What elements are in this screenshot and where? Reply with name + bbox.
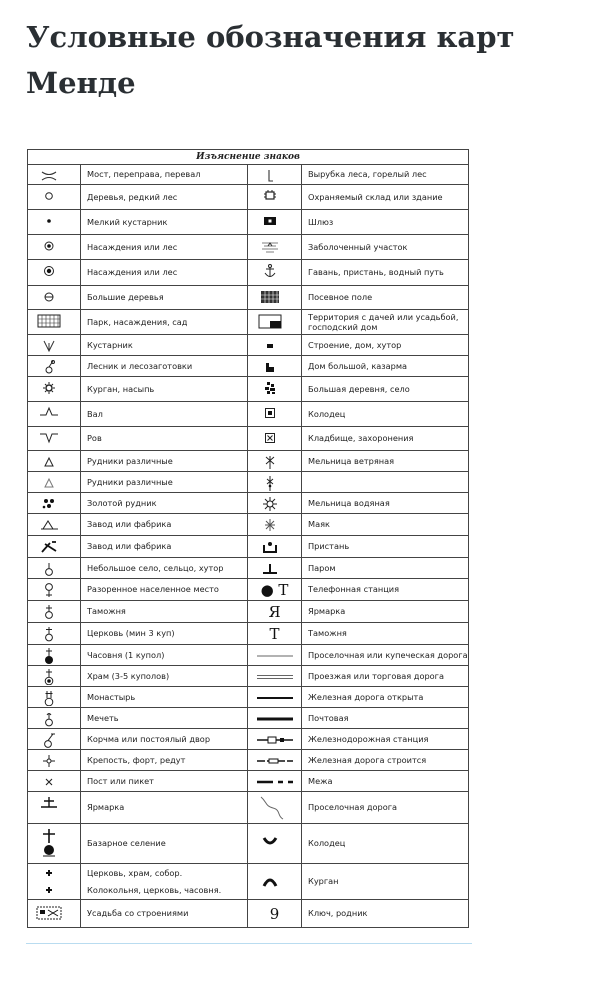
legend-description — [81, 864, 248, 900]
legend-row — [28, 493, 469, 514]
railway-open-icon — [248, 687, 302, 708]
chapel-icon-graphic — [32, 647, 76, 664]
legend-row — [28, 579, 469, 601]
legend-description — [81, 729, 248, 750]
legend-description — [302, 900, 469, 928]
legend-description — [302, 427, 469, 451]
legend-description — [302, 286, 469, 310]
legend-description — [81, 601, 248, 623]
legend-label: Церковь (мин 3 куп) — [87, 628, 175, 638]
legend-description — [81, 558, 248, 579]
fortress-icon-graphic — [32, 752, 76, 769]
fortress-icon — [28, 750, 81, 771]
legend-label: Территория с дачей или усадьбой, господский дом — [308, 312, 459, 332]
legend-label: Разоренное населенное место — [87, 584, 219, 594]
customs-letter-icon — [248, 623, 302, 645]
symbol-glyph: 9 — [269, 904, 280, 923]
legend-description — [81, 451, 248, 472]
plantation-icon — [28, 235, 81, 260]
legend-label: Гавань, пристань, водный путь — [308, 267, 444, 277]
bottom-divider — [26, 943, 472, 944]
fair-cross-icon-graphic — [32, 794, 76, 822]
legend-row — [28, 666, 469, 687]
kurgan-arc-icon — [248, 864, 302, 900]
legend-row — [28, 900, 469, 928]
legend-label: Таможня — [87, 606, 126, 616]
legend-description — [302, 185, 469, 210]
legend-row — [28, 402, 469, 427]
legend-label: Корчма или постоялый двор — [87, 733, 211, 744]
sluice-icon-graphic — [253, 212, 297, 233]
legend-description — [81, 824, 248, 864]
legend-label: Железнодорожная станция — [308, 733, 429, 744]
market-village-icon-graphic — [32, 826, 76, 862]
legend-description — [81, 771, 248, 792]
guarded-warehouse-icon — [248, 185, 302, 210]
sparse-forest-icon — [28, 185, 81, 210]
big-village-icon-graphic — [253, 379, 297, 400]
mine-triangle-light-icon-graphic — [32, 474, 76, 491]
mosque-icon-graphic — [32, 710, 76, 727]
legend-description — [81, 666, 248, 687]
railway-station-icon-graphic — [253, 731, 297, 748]
telephone-station-icon — [248, 579, 302, 601]
chapel-icon — [28, 645, 81, 666]
post-road-icon-graphic — [253, 710, 297, 727]
factory-cross-icon — [28, 536, 81, 558]
mound-icon — [28, 377, 81, 402]
ditch-icon — [28, 427, 81, 451]
swamp-icon — [248, 235, 302, 260]
legend-description — [302, 536, 469, 558]
legend-description — [302, 792, 469, 824]
dirt-road-icon — [248, 792, 302, 824]
legend-label: Большая деревня, село — [308, 383, 410, 394]
legend-row — [28, 451, 469, 472]
windmill-tall-icon-graphic — [253, 474, 297, 491]
small-shrub-icon — [28, 210, 81, 235]
forester-icon — [28, 356, 81, 377]
bridge-icon-graphic — [32, 167, 76, 183]
cemetery-icon — [248, 427, 302, 451]
park-grid-icon — [28, 310, 81, 335]
legend-row — [28, 210, 469, 235]
legend-label: Пристань — [308, 541, 350, 551]
dacha-territory-icon — [248, 310, 302, 335]
legend-description — [81, 427, 248, 451]
small-village-icon-graphic — [32, 560, 76, 577]
lighthouse-icon-graphic — [253, 516, 297, 534]
legend-label: Межа — [308, 775, 333, 786]
legend-description — [81, 377, 248, 402]
ferry-icon-graphic — [253, 560, 297, 577]
post-road-icon — [248, 708, 302, 729]
large-trees-icon — [28, 286, 81, 310]
well-cup-icon — [248, 824, 302, 864]
legend-row — [28, 427, 469, 451]
windmill-icon — [248, 451, 302, 472]
legend-label: Паром — [308, 562, 336, 573]
legend-label: Охраняемый склад или здание — [308, 191, 443, 202]
temple-icon-graphic — [32, 668, 76, 685]
legend-header-row — [28, 150, 469, 165]
lighthouse-icon — [248, 514, 302, 536]
gold-mine-icon — [28, 493, 81, 514]
legend-description — [302, 708, 469, 729]
bushes-icon-graphic — [32, 337, 76, 354]
monastery-icon — [28, 687, 81, 708]
legend-label: Шлюз — [308, 216, 334, 227]
factory-triangle-icon — [28, 514, 81, 536]
legend-label: Дом большой, казарма — [308, 360, 408, 371]
legend-row — [28, 514, 469, 536]
legend-description — [302, 824, 469, 864]
post-picket-icon — [28, 771, 81, 792]
boundary-icon — [248, 771, 302, 792]
legend-description — [81, 900, 248, 928]
legend-row — [28, 687, 469, 708]
legend-label: Строение, дом, хутор — [308, 339, 402, 350]
well-square-icon-graphic — [253, 404, 297, 425]
legend-row — [28, 165, 469, 185]
church-cross-icon-graphic — [32, 866, 76, 898]
legend-label: Золотой рудник — [87, 497, 157, 508]
legend-row — [28, 792, 469, 824]
factory-cross-icon-graphic — [32, 538, 76, 556]
legend-label: Железная дорога открыта — [308, 691, 424, 702]
legend-label: Лесник и лесозаготовки — [87, 360, 193, 371]
park-grid-icon-graphic — [32, 312, 76, 333]
legend-label: Вал — [87, 408, 103, 419]
sown-field-icon — [248, 286, 302, 310]
big-village-icon — [248, 377, 302, 402]
legend-table — [27, 149, 469, 928]
ferry-icon — [248, 558, 302, 579]
swamp-icon-graphic — [253, 237, 297, 258]
legend-description — [81, 335, 248, 356]
legend-description — [81, 579, 248, 601]
legend-label: Посевное поле — [308, 292, 373, 302]
railway-station-icon — [248, 729, 302, 750]
big-house-icon — [248, 356, 302, 377]
legend-label: Деревья, редкий лес — [87, 191, 178, 202]
factory-triangle-icon-graphic — [32, 516, 76, 534]
legend-label: Колодец — [308, 408, 346, 419]
legend-description — [81, 687, 248, 708]
legend-description — [302, 729, 469, 750]
legend-header: Изъяснение знаков — [28, 150, 469, 165]
temple-icon — [28, 666, 81, 687]
legend-label: Мельница ветряная — [308, 455, 395, 466]
legend-label: Монастырь — [87, 691, 136, 702]
harbor-anchor-icon-graphic — [253, 262, 297, 284]
kurgan-arc-icon-graphic — [253, 866, 297, 898]
legend-description — [81, 472, 248, 493]
windmill-icon-graphic — [253, 453, 297, 470]
watermill-icon-graphic — [253, 495, 297, 512]
railway-open-icon-graphic — [253, 689, 297, 706]
customs-icon-graphic — [32, 603, 76, 621]
boundary-icon-graphic — [253, 773, 297, 790]
mound-icon-graphic — [32, 379, 76, 400]
legend-label: Заболоченный участок — [308, 241, 408, 252]
estate-icon-graphic — [32, 902, 76, 926]
legend-label: Проезжая или торговая дорога — [308, 670, 445, 681]
bridge-icon — [28, 165, 81, 185]
legend-description — [302, 235, 469, 260]
legend-label: Ярмарка — [308, 606, 346, 616]
plantation-forest-icon-graphic — [32, 262, 76, 284]
legend-label: Церковь, храм, собор. — [87, 868, 183, 878]
legend-label: Кустарник — [87, 339, 133, 350]
ruined-place-icon — [28, 579, 81, 601]
windmill-tall-icon — [248, 472, 302, 493]
small-village-icon — [28, 558, 81, 579]
legend-label: Храм (3-5 куполов) — [87, 670, 170, 681]
legend-row — [28, 536, 469, 558]
legend-label: Курган — [308, 876, 339, 886]
legend-description — [81, 536, 248, 558]
legend-description — [81, 645, 248, 666]
legend-label: Таможня — [308, 628, 347, 638]
post-picket-icon-graphic — [32, 773, 76, 790]
legend-row — [28, 771, 469, 792]
gold-mine-icon-graphic — [32, 495, 76, 512]
legend-description — [302, 335, 469, 356]
sluice-icon — [248, 210, 302, 235]
legend-description — [81, 708, 248, 729]
dacha-territory-icon-graphic — [253, 312, 297, 333]
trade-road-icon-graphic — [253, 668, 297, 685]
legend-label: Ярмарка — [87, 802, 125, 812]
sown-field-icon-graphic — [253, 288, 297, 308]
legend-description — [81, 750, 248, 771]
legend-row — [28, 286, 469, 310]
legend-label: Проселочная или купеческая дорога — [308, 649, 468, 660]
ditch-icon-graphic — [32, 429, 76, 449]
legend-row — [28, 750, 469, 771]
legend-description — [302, 377, 469, 402]
church-cross-icon — [28, 864, 81, 900]
well-square-icon — [248, 402, 302, 427]
legend-description — [302, 771, 469, 792]
legend-description — [81, 185, 248, 210]
legend-description — [302, 601, 469, 623]
ruined-place-icon-graphic — [32, 581, 76, 599]
legend-description — [302, 451, 469, 472]
legend-description — [81, 165, 248, 185]
legend-label: Проселочная дорога — [308, 802, 398, 812]
legend-description — [302, 750, 469, 771]
legend-row — [28, 729, 469, 750]
legend-label: Часовня (1 купол) — [87, 649, 165, 660]
tavern-icon — [28, 729, 81, 750]
legend-row — [28, 185, 469, 210]
legend-label: Ров — [87, 433, 102, 443]
legend-label: Насаждения или лес — [87, 267, 178, 277]
legend-description — [302, 645, 469, 666]
legend-description — [81, 623, 248, 645]
legend-description — [302, 687, 469, 708]
railway-building-icon-graphic — [253, 752, 297, 769]
pier-icon — [248, 536, 302, 558]
mine-triangle-light-icon — [28, 472, 81, 493]
pier-icon-graphic — [253, 538, 297, 556]
legend-row — [28, 356, 469, 377]
legend-description — [302, 356, 469, 377]
legend-label: Мост, переправа, перевал — [87, 169, 201, 179]
legend-label: Колодец — [308, 838, 346, 848]
customs-icon — [28, 601, 81, 623]
legend-label: Усадьба со строениями — [87, 908, 189, 918]
legend-label-second: Колокольня, церковь, часовня. — [87, 885, 222, 895]
legend-description — [302, 666, 469, 687]
legend-description — [81, 210, 248, 235]
tavern-icon-graphic — [32, 731, 76, 748]
mosque-icon — [28, 708, 81, 729]
country-road-icon-graphic — [253, 647, 297, 664]
estate-icon — [28, 900, 81, 928]
legend-row — [28, 260, 469, 286]
legend-description — [302, 864, 469, 900]
legend-row — [28, 645, 469, 666]
legend-row — [28, 824, 469, 864]
spring-icon — [248, 900, 302, 928]
plantation-icon-graphic — [32, 237, 76, 258]
legend-label: Вырубка леса, горелый лес — [308, 169, 427, 179]
legend-description — [81, 493, 248, 514]
well-cup-icon-graphic — [253, 826, 297, 862]
legend-label: Рудники различные — [87, 455, 173, 466]
legend-label: Рудники различные — [87, 476, 173, 487]
legend-description — [302, 623, 469, 645]
rampart-icon — [28, 402, 81, 427]
clearing-icon — [248, 165, 302, 185]
legend-row — [28, 623, 469, 645]
legend-label: Мельница водяная — [308, 497, 390, 508]
legend-label: Железная дорога строится — [308, 754, 427, 765]
legend-description — [302, 165, 469, 185]
legend-row — [28, 377, 469, 402]
legend-description — [302, 260, 469, 286]
legend-description — [81, 792, 248, 824]
legend-label: Кладбище, захоронения — [308, 433, 414, 443]
legend-label: Небольшое село, сельцо, хутор — [87, 562, 224, 573]
big-house-icon-graphic — [253, 358, 297, 375]
legend-label: Насаждения или лес — [87, 241, 178, 252]
clearing-icon-graphic — [253, 167, 297, 183]
forester-icon-graphic — [32, 358, 76, 375]
legend-label: Завод или фабрика — [87, 541, 172, 551]
legend-row — [28, 601, 469, 623]
guarded-warehouse-icon-graphic — [253, 187, 297, 208]
symbol-glyph: ● T — [260, 580, 289, 599]
legend-description — [302, 402, 469, 427]
legend-description — [81, 286, 248, 310]
legend-description — [302, 558, 469, 579]
symbol-glyph: Я — [268, 602, 281, 621]
legend-row — [28, 864, 469, 900]
legend-label: Почтовая — [308, 712, 349, 723]
trade-road-icon — [248, 666, 302, 687]
legend-description — [81, 514, 248, 536]
sparse-forest-icon-graphic — [32, 187, 76, 208]
legend-description — [81, 356, 248, 377]
legend-label: Ключ, родник — [308, 908, 368, 918]
mine-triangle-icon — [28, 451, 81, 472]
legend-label: Маяк — [308, 519, 330, 529]
country-road-icon — [248, 645, 302, 666]
page-title: Условные обозначения карт Менде — [26, 20, 515, 100]
monastery-icon-graphic — [32, 689, 76, 706]
harbor-anchor-icon — [248, 260, 302, 286]
fair-letter-icon — [248, 601, 302, 623]
legend-description — [81, 260, 248, 286]
fair-cross-icon — [28, 792, 81, 824]
railway-building-icon — [248, 750, 302, 771]
plantation-forest-icon — [28, 260, 81, 286]
rampart-icon-graphic — [32, 404, 76, 425]
legend-row — [28, 235, 469, 260]
bushes-icon — [28, 335, 81, 356]
legend-label: Крепость, форт, редут — [87, 754, 186, 765]
symbol-glyph: T — [269, 624, 280, 643]
legend-description — [302, 514, 469, 536]
legend-row — [28, 708, 469, 729]
legend-description — [302, 493, 469, 514]
legend-label: Мечеть — [87, 712, 119, 723]
legend-body — [28, 165, 469, 928]
dirt-road-icon-graphic — [253, 794, 297, 822]
large-trees-icon-graphic — [32, 288, 76, 308]
legend-label: Парк, насаждения, сад — [87, 316, 188, 327]
church-icon — [28, 623, 81, 645]
legend-label: Мелкий кустарник — [87, 216, 168, 227]
legend-description — [81, 402, 248, 427]
legend-row — [28, 472, 469, 493]
legend-label: Большие деревья — [87, 292, 164, 302]
mine-triangle-icon-graphic — [32, 453, 76, 470]
legend-label: Телефонная станция — [308, 584, 400, 594]
legend-row — [28, 310, 469, 335]
legend-label: Курган, насыпь — [87, 383, 155, 394]
legend-label: Базарное селение — [87, 838, 166, 848]
church-icon-graphic — [32, 625, 76, 643]
legend-description — [81, 235, 248, 260]
market-village-icon — [28, 824, 81, 864]
cemetery-icon-graphic — [253, 429, 297, 449]
legend-description — [302, 579, 469, 601]
building-house-icon-graphic — [253, 337, 297, 354]
legend-description — [302, 310, 469, 335]
legend-label: Завод или фабрика — [87, 519, 172, 529]
legend-label: Пост или пикет — [87, 775, 154, 786]
legend-row — [28, 558, 469, 579]
small-shrub-icon-graphic — [32, 212, 76, 233]
legend-description — [302, 472, 469, 493]
building-house-icon — [248, 335, 302, 356]
legend-description — [302, 210, 469, 235]
legend-description — [81, 310, 248, 335]
watermill-icon — [248, 493, 302, 514]
legend-row — [28, 335, 469, 356]
